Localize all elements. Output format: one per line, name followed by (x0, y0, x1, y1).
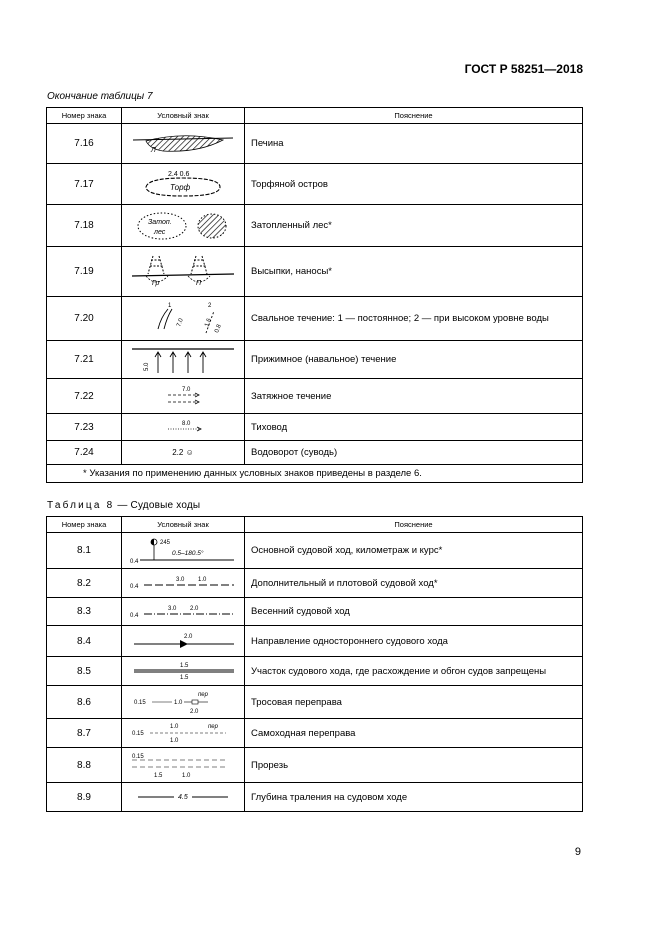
sign-symbol (122, 686, 245, 719)
table-row (47, 441, 583, 465)
sign-number: 8.8 (47, 748, 122, 783)
sign-explanation: Затяжное течение (245, 379, 583, 414)
sign-explanation: Участок судового хода, где расхождение и обгон судов запрещены (245, 657, 583, 686)
symbol-graphic (128, 250, 238, 294)
symbol-graphic (128, 786, 238, 808)
table-row (47, 569, 583, 598)
symbol-label: Л (151, 146, 156, 154)
sign-symbol (122, 533, 245, 569)
table-row (47, 598, 583, 626)
table-row (47, 748, 583, 783)
symbol-label: 1.5 (180, 663, 189, 669)
symbol-graphic (128, 688, 238, 716)
sign-symbol (122, 124, 245, 164)
symbol-graphic (128, 600, 238, 624)
table8-caption (47, 500, 200, 511)
symbol-graphic (128, 535, 238, 567)
symbol-graphic (128, 129, 238, 159)
symbol-label: 2.2 ☺ (172, 448, 194, 457)
sign-explanation: Весенний судовой ход (245, 598, 583, 626)
symbol-label: 1 (168, 302, 172, 309)
sign-symbol (122, 626, 245, 657)
sign-explanation: Дополнительный и плотовой судовой ход* (245, 569, 583, 598)
col-header-sym: Условный знак (122, 517, 245, 533)
symbol-label: 0.5–180.5° (172, 549, 204, 557)
symbol-graphic (128, 345, 238, 375)
table-row (47, 533, 583, 569)
sign-explanation: Торфяной остров (245, 164, 583, 205)
sign-number: 7.16 (47, 124, 122, 164)
symbol-label: П (196, 279, 202, 287)
symbol-graphic (128, 167, 238, 201)
sign-symbol (122, 569, 245, 598)
symbol-graphic (128, 571, 238, 595)
symbol-label: 0.15 (132, 731, 144, 737)
table-row (47, 297, 583, 341)
col-header-exp: Пояснение (245, 108, 583, 124)
symbol-graphic (128, 383, 238, 409)
symbol-label: 0.4 (130, 584, 139, 590)
sign-number: 8.3 (47, 598, 122, 626)
sign-explanation: Затопленный лес* (245, 205, 583, 247)
standard-code: ГОСТ Р 58251—2018 (464, 62, 583, 76)
symbol-label: 245 (160, 539, 171, 546)
table-row (47, 379, 583, 414)
sign-symbol (122, 414, 245, 441)
sign-symbol (122, 205, 245, 247)
symbol-label: 0.4 (130, 558, 139, 565)
table7-caption: Окончание таблицы 7 (47, 91, 153, 102)
table-row (47, 341, 583, 379)
sign-symbol (122, 379, 245, 414)
symbol-graphic (128, 628, 238, 654)
table-row (47, 124, 583, 164)
table-header-row (47, 517, 583, 533)
table-header-row (47, 108, 583, 124)
sign-number: 7.20 (47, 297, 122, 341)
sign-explanation: Самоходная переправа (245, 719, 583, 748)
sign-number: 7.21 (47, 341, 122, 379)
symbol-label: 1.0 (198, 577, 207, 583)
symbol-label: 2.4 0.6 (168, 171, 190, 178)
sign-explanation: Водоворот (суводь) (245, 441, 583, 465)
symbol-label: 1.0 (182, 773, 191, 779)
sign-number: 7.18 (47, 205, 122, 247)
symbol-label: 7.0 (182, 387, 191, 393)
symbol-label: Торф (170, 183, 191, 192)
table-row (47, 686, 583, 719)
sign-number: 8.1 (47, 533, 122, 569)
sign-symbol (122, 719, 245, 748)
symbol-label: 0.15 (134, 700, 146, 706)
symbol-label: 1.0 (170, 724, 179, 730)
symbol-label: 7.0 (176, 317, 185, 328)
sign-number: 7.24 (47, 441, 122, 465)
sign-explanation: Свальное течение: 1 — постоянное; 2 — при высоком уровне воды (245, 297, 583, 341)
table-row (47, 783, 583, 812)
table7 (46, 107, 583, 483)
symbol-label: Затоп. (148, 218, 172, 226)
symbol-label: 1.0 (170, 738, 179, 744)
table-footnote-row (47, 465, 583, 483)
sign-number: 7.19 (47, 247, 122, 297)
sign-explanation: Глубина траления на судовом ходе (245, 783, 583, 812)
symbol-label: 8.0 (182, 421, 191, 427)
table-row (47, 657, 583, 686)
symbol-label: лес (154, 228, 166, 236)
table8 (46, 516, 583, 812)
sign-explanation: Тросовая переправа (245, 686, 583, 719)
sign-explanation: Прижимное (навальное) течение (245, 341, 583, 379)
sign-symbol (122, 657, 245, 686)
sign-symbol (122, 783, 245, 812)
symbol-label: 1.6 (204, 317, 213, 328)
sign-number: 8.6 (47, 686, 122, 719)
sign-symbol (122, 247, 245, 297)
symbol-graphic (128, 750, 238, 780)
symbol-label: 2.0 (190, 605, 199, 612)
symbol-label: Гр (152, 279, 160, 287)
col-header-exp: Пояснение (245, 517, 583, 533)
symbol-label: 0.15 (132, 754, 144, 760)
sign-number: 8.5 (47, 657, 122, 686)
symbol-graphic (128, 417, 238, 437)
table8-caption-prefix: Таблица 8 (47, 500, 115, 511)
sign-symbol (122, 598, 245, 626)
symbol-label: 1.5 (154, 773, 163, 779)
table-row (47, 247, 583, 297)
sign-explanation: Прорезь (245, 748, 583, 783)
symbol-label: 0.4 (130, 612, 139, 619)
table-row (47, 164, 583, 205)
sign-symbol (122, 341, 245, 379)
sign-explanation: Высыпки, наносы* (245, 247, 583, 297)
symbol-label: 4.5 (178, 794, 188, 801)
sign-number: 8.9 (47, 783, 122, 812)
table-row (47, 719, 583, 748)
sign-number: 8.2 (47, 569, 122, 598)
symbol-graphic (128, 658, 238, 684)
symbol-graphic (128, 720, 238, 746)
sign-symbol (122, 297, 245, 341)
sign-number: 8.4 (47, 626, 122, 657)
sign-number: 7.22 (47, 379, 122, 414)
symbol-label: 1.5 (180, 675, 189, 681)
symbol-label: 0.8 (214, 323, 223, 334)
symbol-label: 2.0 (184, 634, 193, 640)
sign-explanation: Тиховод (245, 414, 583, 441)
symbol-label: пер (208, 724, 218, 730)
sign-number: 7.23 (47, 414, 122, 441)
symbol-label: 1.0 (174, 700, 183, 706)
sign-explanation: Основной судовой ход, километраж и курс* (245, 533, 583, 569)
sign-symbol (122, 441, 245, 465)
col-header-num: Номер знака (47, 517, 122, 533)
table-row (47, 205, 583, 247)
sign-number: 7.17 (47, 164, 122, 205)
col-header-num: Номер знака (47, 108, 122, 124)
col-header-sym: Условный знак (122, 108, 245, 124)
symbol-label: 2.0 (190, 709, 199, 715)
sign-explanation: Печина (245, 124, 583, 164)
symbol-label: 3.0 (168, 605, 177, 612)
sign-number: 8.7 (47, 719, 122, 748)
page-number: 9 (574, 846, 581, 858)
symbol-label: 3.0 (176, 577, 185, 583)
table-footnote: * Указания по применению данных условных знаков приведены в разделе 6. (47, 465, 583, 483)
sign-symbol (122, 748, 245, 783)
symbol-label: 5.0 (144, 362, 150, 371)
sign-explanation: Направление одностороннего судового хода (245, 626, 583, 657)
table-row (47, 626, 583, 657)
symbol-graphic (128, 299, 238, 339)
table-row (47, 414, 583, 441)
symbol-graphic (128, 209, 238, 243)
symbol-label: 2 (208, 302, 212, 309)
symbol-label: пер (198, 692, 208, 698)
table8-caption-title: — Судовые ходы (114, 500, 201, 511)
sign-symbol (122, 164, 245, 205)
